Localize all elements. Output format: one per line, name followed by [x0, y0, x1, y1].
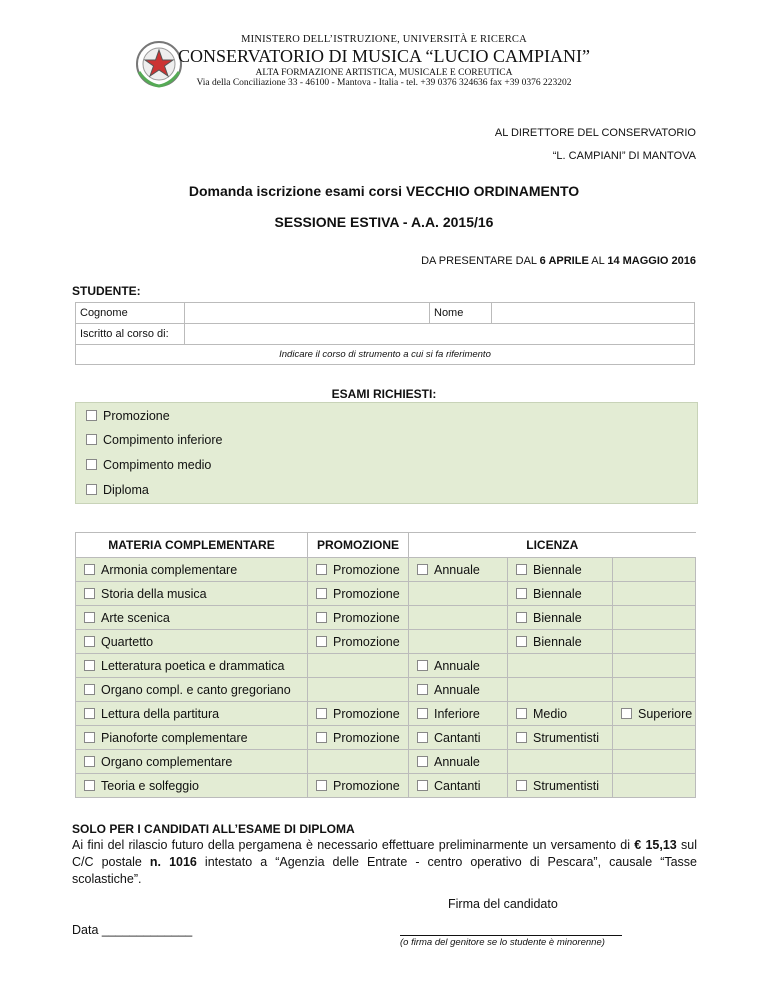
student-table [75, 302, 695, 365]
page-title: Domanda iscrizione esami corsi VECCHIO ORDINAMENTO [188, 183, 580, 199]
checkbox-icon[interactable] [417, 684, 428, 695]
promozione-cell[interactable]: Promozione [308, 558, 409, 582]
licenza-cell-1[interactable]: Annuale [409, 678, 508, 702]
name-field[interactable] [492, 303, 695, 324]
licenza-cell-3[interactable]: Superiore [613, 702, 696, 726]
licenza-cell-2 [508, 678, 613, 702]
signature-label: Firma del candidato [448, 897, 558, 911]
licenza-cell-2 [508, 750, 613, 774]
licenza-cell-3 [613, 774, 696, 798]
institution-name: CONSERVATORIO DI MUSICA “LUCIO CAMPIANI” [178, 46, 590, 66]
checkbox-icon[interactable] [84, 756, 95, 767]
materia-cell[interactable]: Armonia complementare [76, 558, 308, 582]
checkbox-icon[interactable] [86, 484, 97, 495]
licenza-cell-1 [409, 582, 508, 606]
checkbox-icon[interactable] [621, 708, 632, 719]
exams-box [75, 402, 698, 504]
licenza-cell-1[interactable]: Annuale [409, 558, 508, 582]
materia-cell[interactable]: Letteratura poetica e drammatica [76, 654, 308, 678]
checkbox-icon[interactable] [84, 612, 95, 623]
licenza-cell-2[interactable]: Biennale [508, 606, 613, 630]
header-materia: MATERIA COMPLEMENTARE [76, 533, 308, 558]
header-licenza: LICENZA [409, 533, 696, 558]
checkbox-icon[interactable] [316, 780, 327, 791]
materie-table [75, 532, 696, 798]
checkbox-icon[interactable] [84, 588, 95, 599]
table-row [76, 582, 696, 606]
promozione-cell[interactable]: Promozione [308, 774, 409, 798]
promozione-cell[interactable]: Promozione [308, 582, 409, 606]
licenza-cell-1 [409, 606, 508, 630]
checkbox-icon[interactable] [86, 459, 97, 470]
ministry-line: MINISTERO DELL’ISTRUZIONE, UNIVERSITÀ E RICERCA [241, 34, 527, 45]
checkbox-icon[interactable] [417, 708, 428, 719]
materia-cell[interactable]: Lettura della partitura [76, 702, 308, 726]
checkbox-icon[interactable] [316, 588, 327, 599]
checkbox-icon[interactable] [516, 636, 527, 647]
promozione-cell[interactable]: Promozione [308, 630, 409, 654]
licenza-cell-2[interactable]: Strumentisti [508, 726, 613, 750]
licenza-cell-3 [613, 678, 696, 702]
deadline: DA PRESENTARE DAL 6 APRILE AL 14 MAGGIO 2016 [421, 255, 696, 267]
licenza-cell-1 [409, 630, 508, 654]
checkbox-icon[interactable] [84, 780, 95, 791]
checkbox-icon[interactable] [417, 756, 428, 767]
checkbox-icon[interactable] [84, 684, 95, 695]
checkbox-icon[interactable] [316, 708, 327, 719]
course-hint: Indicare il corso di strumento a cui si fa riferimento [76, 345, 695, 365]
date-field[interactable]: Data _____________ [72, 923, 193, 937]
session-title: SESSIONE ESTIVA - A.A. 2015/16 [274, 214, 494, 230]
table-row [76, 606, 696, 630]
licenza-cell-1[interactable]: Annuale [409, 654, 508, 678]
diploma-heading: SOLO PER I CANDIDATI ALL’ESAME DI DIPLOMA [72, 822, 355, 836]
checkbox-icon[interactable] [417, 780, 428, 791]
checkbox-icon[interactable] [86, 434, 97, 445]
checkbox-icon[interactable] [417, 732, 428, 743]
table-row [76, 630, 696, 654]
checkbox-icon[interactable] [84, 564, 95, 575]
exams-heading: ESAMI RICHIESTI: [331, 387, 437, 401]
checkbox-icon[interactable] [516, 612, 527, 623]
checkbox-icon[interactable] [84, 660, 95, 671]
checkbox-icon[interactable] [417, 564, 428, 575]
checkbox-icon[interactable] [86, 410, 97, 421]
course-label: Iscritto al corso di: [76, 324, 185, 345]
checkbox-icon[interactable] [417, 660, 428, 671]
licenza-cell-1[interactable]: Annuale [409, 750, 508, 774]
header-promozione: PROMOZIONE [308, 533, 409, 558]
promozione-cell [308, 678, 409, 702]
licenza-cell-3 [613, 558, 696, 582]
student-heading: STUDENTE: [72, 284, 141, 298]
exam-option-promozione[interactable]: Promozione [86, 409, 170, 423]
checkbox-icon[interactable] [316, 636, 327, 647]
table-row [76, 654, 696, 678]
licenza-cell-2[interactable]: Biennale [508, 582, 613, 606]
checkbox-icon[interactable] [516, 732, 527, 743]
licenza-cell-3 [613, 630, 696, 654]
licenza-cell-3 [613, 606, 696, 630]
materia-cell[interactable]: Organo compl. e canto gregoriano [76, 678, 308, 702]
checkbox-icon[interactable] [516, 780, 527, 791]
licenza-cell-3 [613, 654, 696, 678]
table-row [76, 702, 696, 726]
table-row [76, 678, 696, 702]
licenza-cell-1[interactable]: Cantanti [409, 774, 508, 798]
table-row [76, 726, 696, 750]
promozione-cell[interactable]: Promozione [308, 726, 409, 750]
licenza-cell-3 [613, 582, 696, 606]
institution-address: Via della Conciliazione 33 - 46100 - Mantova - Italia - tel. +39 0376 324636 fax +39 0376 223202 [196, 78, 572, 88]
licenza-cell-1[interactable]: Inferiore [409, 702, 508, 726]
licenza-cell-3 [613, 726, 696, 750]
diploma-text: Ai fini del rilascio futuro della pergamena è necessario effettuare preliminarmente un versamento di € 15,13 sul C/C postale n. 1016 intestato a “Agenzia delle Entrate - centro operativo di Pescara”, causale “Tasse scolastiche”. [72, 838, 698, 886]
materia-cell[interactable]: Arte scenica [76, 606, 308, 630]
licenza-cell-2[interactable]: Medio [508, 702, 613, 726]
checkbox-icon[interactable] [84, 732, 95, 743]
addressee-line2: “L. CAMPIANI” DI MANTOVA [552, 150, 696, 162]
licenza-cell-2 [508, 654, 613, 678]
checkbox-icon[interactable] [516, 588, 527, 599]
table-row [76, 750, 696, 774]
materia-cell[interactable]: Pianoforte complementare [76, 726, 308, 750]
checkbox-icon[interactable] [516, 564, 527, 575]
surname-label: Cognome [76, 303, 185, 324]
course-field[interactable] [185, 324, 695, 345]
checkbox-icon[interactable] [316, 732, 327, 743]
materia-cell[interactable]: Storia della musica [76, 582, 308, 606]
checkbox-icon[interactable] [316, 612, 327, 623]
institution-subtitle: ALTA FORMAZIONE ARTISTICA, MUSICALE E COREUTICA [255, 68, 513, 78]
exam-option-compimento-inferiore[interactable]: Compimento inferiore [86, 433, 223, 447]
licenza-cell-1[interactable]: Cantanti [409, 726, 508, 750]
materia-cell[interactable]: Organo complementare [76, 750, 308, 774]
exam-option-compimento-medio[interactable]: Compimento medio [86, 458, 211, 472]
signature-line[interactable] [400, 934, 622, 936]
signature-note: (o firma del genitore se lo studente è minorenne) [400, 937, 605, 948]
promozione-cell [308, 654, 409, 678]
licenza-cell-3 [613, 750, 696, 774]
promozione-cell[interactable]: Promozione [308, 606, 409, 630]
exam-option-diploma[interactable]: Diploma [86, 483, 149, 497]
licenza-cell-2[interactable]: Biennale [508, 558, 613, 582]
checkbox-icon[interactable] [516, 708, 527, 719]
licenza-cell-2[interactable]: Biennale [508, 630, 613, 654]
name-label: Nome [430, 303, 492, 324]
promozione-cell [308, 750, 409, 774]
addressee-line1: AL DIRETTORE DEL CONSERVATORIO [494, 127, 696, 139]
licenza-cell-2[interactable]: Strumentisti [508, 774, 613, 798]
materia-cell[interactable]: Quartetto [76, 630, 308, 654]
checkbox-icon[interactable] [84, 636, 95, 647]
checkbox-icon[interactable] [84, 708, 95, 719]
promozione-cell[interactable]: Promozione [308, 702, 409, 726]
materia-cell[interactable]: Teoria e solfeggio [76, 774, 308, 798]
surname-field[interactable] [185, 303, 430, 324]
table-row [76, 558, 696, 582]
table-row [76, 774, 696, 798]
checkbox-icon[interactable] [316, 564, 327, 575]
